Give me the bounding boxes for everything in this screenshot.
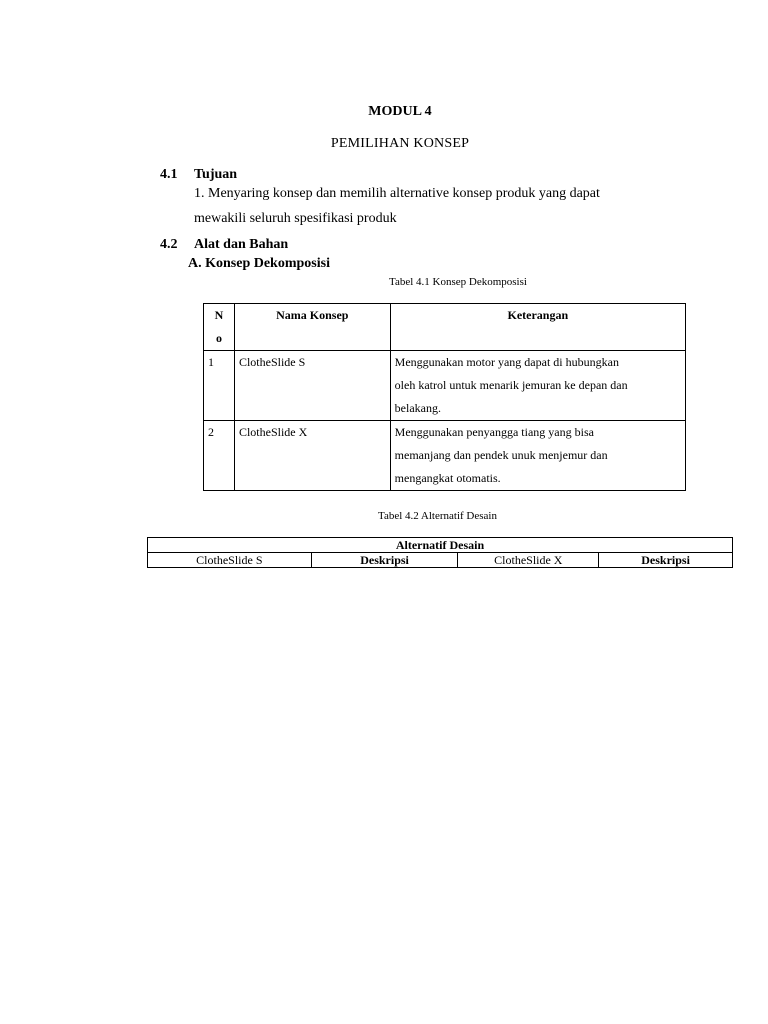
table2-caption: Tabel 4.2 Alternatif Desain: [378, 510, 497, 522]
row-keterangan: [390, 421, 685, 491]
table-row: [148, 553, 733, 568]
header-no: [204, 304, 235, 351]
header-no-line2: o: [215, 331, 222, 345]
table-header-row: [148, 538, 733, 553]
section-number: 4.2: [160, 237, 178, 252]
keterangan-line: memanjang dan pendek unuk menjemur dan: [394, 448, 608, 462]
row-nama: ClotheSlide S: [234, 351, 390, 421]
row-nama: ClotheSlide X: [234, 421, 390, 491]
header-keterangan: Keterangan: [390, 304, 685, 351]
chapter-title: PEMILIHAN KONSEP: [330, 136, 470, 151]
alternative-design-table: [147, 537, 733, 568]
row-no: 2: [204, 421, 235, 491]
table-header-row: [204, 304, 686, 351]
row-keterangan: [390, 351, 685, 421]
section-number: 4.1: [160, 167, 178, 182]
table-row: [204, 421, 686, 491]
tujuan-line-2: mewakili seluruh spesifikasi produk: [194, 211, 397, 226]
keterangan-line: Menggunakan penyangga tiang yang bisa: [394, 425, 594, 439]
table-row: [204, 351, 686, 421]
col-clothe-slide-s: ClotheSlide S: [148, 553, 312, 568]
section-4-2-heading: [160, 237, 288, 253]
table1-caption: Tabel 4.1 Konsep Dekomposisi: [389, 276, 527, 288]
col-deskripsi: Deskripsi: [599, 553, 733, 568]
tujuan-line-1: 1. Menyaring konsep dan memilih alternative konsep produk yang dapat: [194, 186, 600, 201]
keterangan-line: belakang.: [394, 401, 441, 415]
section-title: Alat dan Bahan: [194, 237, 289, 252]
col-deskripsi: Deskripsi: [311, 553, 458, 568]
header-nama-konsep: Nama Konsep: [234, 304, 390, 351]
keterangan-line: Menggunakan motor yang dapat di hubungkan: [394, 355, 619, 369]
section-4-1-heading: [160, 167, 237, 183]
col-clothe-slide-x: ClotheSlide X: [458, 553, 599, 568]
module-title: MODUL 4: [368, 104, 432, 119]
header-alternatif-desain: Alternatif Desain: [148, 538, 733, 553]
subsection-a-heading: A. Konsep Dekomposisi: [188, 256, 330, 271]
keterangan-line: mengangkat otomatis.: [394, 471, 501, 485]
header-no-line1: N: [214, 308, 224, 322]
row-no: 1: [204, 351, 235, 421]
concept-decomposition-table: [203, 303, 686, 491]
section-title: Tujuan: [194, 167, 238, 182]
keterangan-line: oleh katrol untuk menarik jemuran ke depan dan: [394, 378, 628, 392]
